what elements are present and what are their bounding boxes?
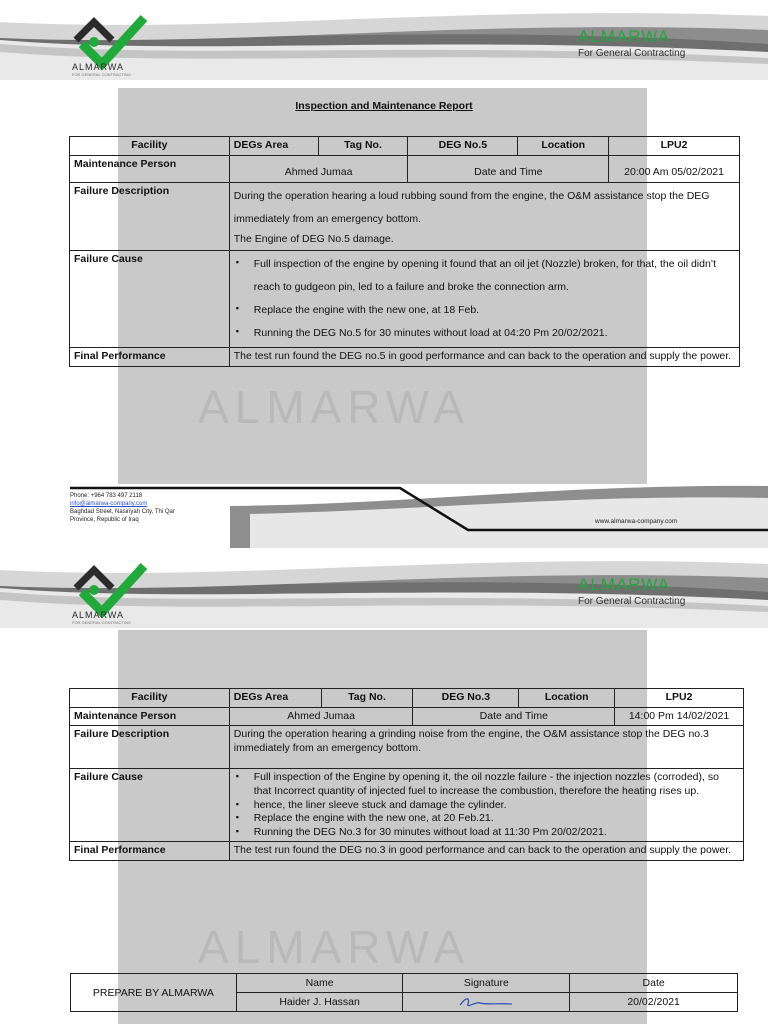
final-value: The test run found the DEG no.5 in good performance and can back to the operation and supply the power.: [229, 348, 739, 367]
facility-label: Facility: [70, 137, 230, 156]
final-value: The test run found the DEG no.3 in good performance and can back to the operation and supply the power.: [229, 842, 743, 861]
tag-value: DEG No.5: [408, 137, 518, 156]
location-label: Location: [518, 137, 609, 156]
degs-area: DEGs Area: [229, 689, 321, 708]
footer-contact: [70, 492, 175, 524]
list-item: ▪ Replace the engine with the new one, at 18 Feb.: [250, 299, 735, 322]
maint-value: Ahmed Jumaa: [229, 707, 413, 726]
name-label: Name: [236, 974, 403, 993]
table-row: [70, 155, 740, 182]
list-item: ▪ Running the DEG No.5 for 30 minutes without load at 04:20 Pm 20/02/2021.: [250, 322, 735, 345]
tag-label: Tag No.: [318, 137, 408, 156]
footer-phone: Phone: +964 783 497 2118: [70, 493, 143, 499]
failure-desc-text-2: The Engine of DEG No.5 damage.: [233, 232, 394, 245]
list-item: ▪ Full inspection of the engine by opening it found that an oil jet (Nozzle) broken, for that, the oil didn’t reach to gudgeon pin, led to a failure and broke the connection arm.: [250, 253, 735, 299]
brand-name: ALMARWA: [578, 575, 671, 594]
signoff-table: [70, 973, 738, 1012]
failure-desc-label: Failure Description: [70, 726, 230, 769]
brand-name: ALMARWA: [578, 27, 671, 46]
logo-subtext: FOR GENERAL CONTRACTING: [72, 72, 131, 77]
table-row: [70, 842, 744, 861]
table-row: [70, 137, 740, 156]
brand-tagline: For General Contracting: [578, 48, 686, 59]
logo-wordmark: ALMARWA: [72, 610, 125, 620]
prepared-by: PREPARE BY ALMARWA: [71, 974, 237, 1012]
final-label: Final Performance: [70, 842, 230, 861]
date-value: 20:00 Am 05/02/2021: [609, 155, 740, 182]
name-value: Haider J. Hassan: [236, 993, 403, 1012]
list-item: ▪ Running the DEG No.3 for 30 minutes without load at 11:30 Pm 20/02/2021.: [250, 826, 739, 840]
footer-email-link[interactable]: info@almarwa-company.com: [70, 501, 148, 508]
footer-address-2: Province, Republic of Iraq: [70, 517, 139, 524]
list-item: ▪ Full inspection of the Engine by opening it, the oil nozzle failure - the injection nozzles (corroded), so that Incorrect quantity of injected fuel to increase the combustion, therefore the heating rises up.: [250, 771, 739, 798]
maint-value: Ahmed Jumaa: [229, 155, 408, 182]
brand-tagline: For General Contracting: [578, 596, 686, 607]
failure-cause-label: Failure Cause: [70, 250, 230, 347]
degs-area: DEGs Area: [229, 137, 318, 156]
location-value: LPU2: [609, 137, 740, 156]
report-table-2: [69, 688, 744, 861]
table-row: [70, 707, 744, 726]
list-item: ▪ Replace the engine with the new one, at 20 Feb.21.: [250, 812, 739, 826]
location-value: LPU2: [615, 689, 744, 708]
table-row: [70, 726, 744, 769]
report-table-1: [69, 136, 740, 367]
report-title: Inspection and Maintenance Report: [295, 100, 473, 112]
table-row: [70, 769, 744, 842]
signature-label: Signature: [403, 974, 570, 993]
cause-list: [234, 771, 739, 839]
date-label: Date and Time: [408, 155, 609, 182]
failure-desc-text: During the operation hearing a loud rubbing sound from the engine, the O&M assistance stop the DEG immediately from an emergency bottom.: [233, 189, 710, 225]
cause-list: [234, 253, 735, 345]
table-row: [70, 250, 740, 347]
watermark-text: ALMARWA: [198, 921, 471, 973]
facility-label: Facility: [70, 689, 230, 708]
failure-desc-cell: [229, 182, 739, 250]
location-label: Location: [519, 689, 615, 708]
failure-desc-text: During the operation hearing a grinding noise from the engine, the O&M assistance stop the DEG no.3 immediately from an emergency bottom.: [229, 726, 743, 769]
table-row: [71, 974, 738, 993]
final-label: Final Performance: [70, 348, 230, 367]
failure-desc-label: Failure Description: [70, 182, 230, 250]
footer-address-1: Baghdad Street, Nasiriyah City, Thi Qar: [70, 509, 175, 516]
date-label: Date and Time: [413, 707, 615, 726]
failure-cause-label: Failure Cause: [70, 769, 230, 842]
table-row: [70, 689, 744, 708]
date-value: 14:00 Pm 14/02/2021: [615, 707, 744, 726]
signature-icon: [456, 995, 516, 1009]
date-value: 20/02/2021: [570, 993, 738, 1012]
logo-wordmark: ALMARWA: [72, 62, 125, 72]
list-item: ▪ hence, the liner sleeve stuck and damage the cylinder.: [250, 799, 739, 813]
tag-value: DEG No.3: [413, 689, 519, 708]
logo-subtext: FOR GENERAL CONTRACTING: [72, 620, 131, 625]
footer-website[interactable]: www.almarwa-company.com: [595, 518, 678, 525]
tag-label: Tag No.: [321, 689, 413, 708]
table-row: [70, 182, 740, 250]
table-row: [70, 348, 740, 367]
failure-cause-cell: [229, 769, 743, 842]
watermark-text: ALMARWA: [198, 381, 471, 433]
date-label: Date: [570, 974, 738, 993]
maint-label: Maintenance Person: [70, 707, 230, 726]
failure-cause-cell: [229, 250, 739, 347]
maint-label: Maintenance Person: [70, 155, 230, 182]
signature-cell: [403, 993, 570, 1012]
report-page-2: [0, 548, 768, 1024]
